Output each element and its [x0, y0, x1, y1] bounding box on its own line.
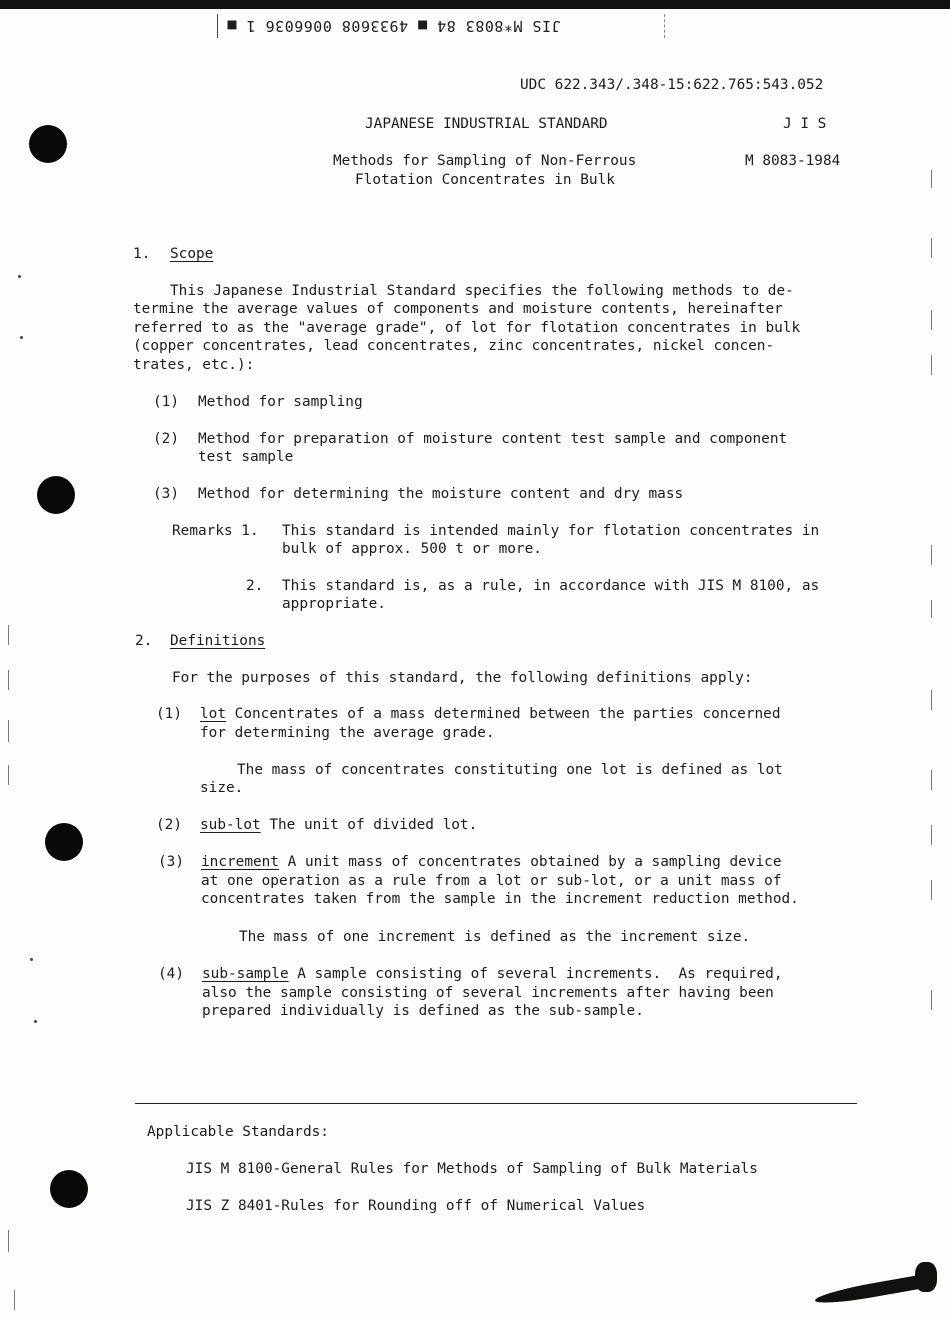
- margin-mark: [931, 600, 932, 618]
- applicable-standards-heading: Applicable Standards:: [147, 1124, 329, 1140]
- margin-mark: [8, 1230, 9, 1252]
- margin-mark: [8, 625, 9, 645]
- definition-note: The mass of concentrates constituting one lot is defined as lot: [237, 762, 783, 778]
- standard-type: JAPANESE INDUSTRIAL STANDARD: [365, 116, 608, 132]
- definition-line: [200, 816, 477, 835]
- margin-mark: [931, 990, 932, 1010]
- section2-number: 2.: [135, 633, 153, 649]
- remark-text: appropriate.: [282, 596, 386, 612]
- margin-mark: [931, 770, 932, 790]
- remarks-label: Remarks 1.: [172, 523, 259, 539]
- list-item-text: Method for sampling: [198, 394, 363, 410]
- punch-hole: [37, 476, 75, 514]
- definition-number: (1): [156, 706, 182, 722]
- top-border-bar: [0, 0, 950, 9]
- margin-mark: [8, 720, 9, 742]
- list-item-number: (2): [153, 431, 179, 447]
- remark-number: 2.: [246, 578, 264, 594]
- definition-note: size.: [200, 780, 244, 796]
- remark-text: bulk of approx. 500 t or more.: [282, 541, 542, 557]
- speck: [34, 1020, 37, 1023]
- margin-mark: [14, 1290, 15, 1310]
- margin-mark: [931, 545, 932, 565]
- section1-heading: Scope: [170, 246, 214, 262]
- definition-line: [201, 853, 782, 872]
- punch-hole: [50, 1170, 88, 1208]
- definition-line: [202, 965, 782, 984]
- definition-text: concentrates taken from the sample in the increment reduction method.: [201, 891, 799, 907]
- definitions-intro: For the purposes of this standard, the following definitions apply:: [172, 670, 753, 686]
- definition-text: A unit mass of concentrates obtained by a sampling device: [278, 854, 782, 870]
- applicable-standard: JIS Z 8401-Rules for Rounding off of Numerical Values: [186, 1198, 646, 1214]
- standard-number: M 8083-1984: [745, 153, 841, 169]
- list-item-text: test sample: [198, 449, 294, 465]
- remark-text: This standard is intended mainly for flotation concentrates in: [282, 523, 820, 539]
- definition-text: Concentrates of a mass determined between the parties concerned: [226, 706, 781, 722]
- definition-text: also the sample consisting of several increments after having been: [202, 985, 774, 1001]
- footer-divider: [135, 1103, 857, 1104]
- scope-paragraph-line: termine the average values of components and moisture contents, hereinafter: [133, 301, 783, 317]
- list-item-text: Method for determining the moisture content and dry mass: [198, 486, 684, 502]
- definition-term: increment: [201, 854, 279, 870]
- definition-note: The mass of one increment is defined as the increment size.: [239, 929, 751, 945]
- margin-mark: [931, 170, 932, 188]
- margin-mark: [8, 765, 9, 785]
- section2-heading: Definitions: [170, 633, 266, 649]
- margin-mark: [931, 690, 932, 710]
- punch-hole: [45, 823, 83, 861]
- margin-mark: [931, 825, 932, 845]
- definition-term: lot: [200, 706, 226, 722]
- list-item-number: (3): [153, 486, 179, 502]
- definition-term: sub-sample: [202, 966, 289, 982]
- definition-text: A sample consisting of several increments. As required,: [288, 966, 783, 982]
- section1-number: 1.: [133, 246, 151, 262]
- margin-mark: [931, 880, 932, 900]
- definition-number: (2): [156, 817, 182, 833]
- document-title-line2: Flotation Concentrates in Bulk: [355, 172, 615, 188]
- margin-mark: [931, 310, 932, 330]
- jis-mark: J I S: [783, 116, 827, 132]
- scope-paragraph-line: (copper concentrates, lead concentrates, zinc concentrates, nickel concen-: [133, 338, 775, 354]
- definition-text: prepared individually is defined as the sub-sample.: [202, 1003, 644, 1019]
- definition-term: sub-lot: [200, 817, 261, 833]
- definition-number: (4): [158, 966, 184, 982]
- margin-mark: [931, 238, 932, 258]
- definition-line: [200, 705, 781, 724]
- remark-text: This standard is, as a rule, in accordance with JIS M 8100, as: [282, 578, 820, 594]
- margin-mark: [931, 355, 932, 375]
- speck: [18, 275, 21, 278]
- list-item-number: (1): [153, 394, 179, 410]
- scope-paragraph-line: This Japanese Industrial Standard specifies the following methods to de-: [170, 283, 794, 299]
- scope-paragraph-line: referred to as the "average grade", of lot for flotation concentrates in bulk: [133, 320, 801, 336]
- applicable-standard: JIS M 8100-General Rules for Methods of Sampling of Bulk Materials: [186, 1161, 758, 1177]
- punch-hole: [29, 125, 67, 163]
- speck: [20, 336, 23, 339]
- list-item-text: Method for preparation of moisture content test sample and component: [198, 431, 788, 447]
- udc-number: UDC 622.343/.348-15:622.765:543.052: [520, 77, 824, 93]
- scan-smudge: [915, 1262, 937, 1292]
- header-code-line: JIS M*8083 84 ■ 4933608 0066036 1 ■: [227, 17, 561, 35]
- document-title-line1: Methods for Sampling of Non-Ferrous: [333, 153, 637, 169]
- definition-number: (3): [158, 854, 184, 870]
- header-code-box: [217, 14, 665, 38]
- definition-text: at one operation as a rule from a lot or sub-lot, or a unit mass of: [201, 873, 782, 889]
- definition-text: The unit of divided lot.: [260, 817, 478, 833]
- definition-text: for determining the average grade.: [200, 725, 495, 741]
- speck: [30, 958, 33, 961]
- scope-paragraph-line: trates, etc.):: [133, 357, 255, 373]
- margin-mark: [8, 670, 9, 690]
